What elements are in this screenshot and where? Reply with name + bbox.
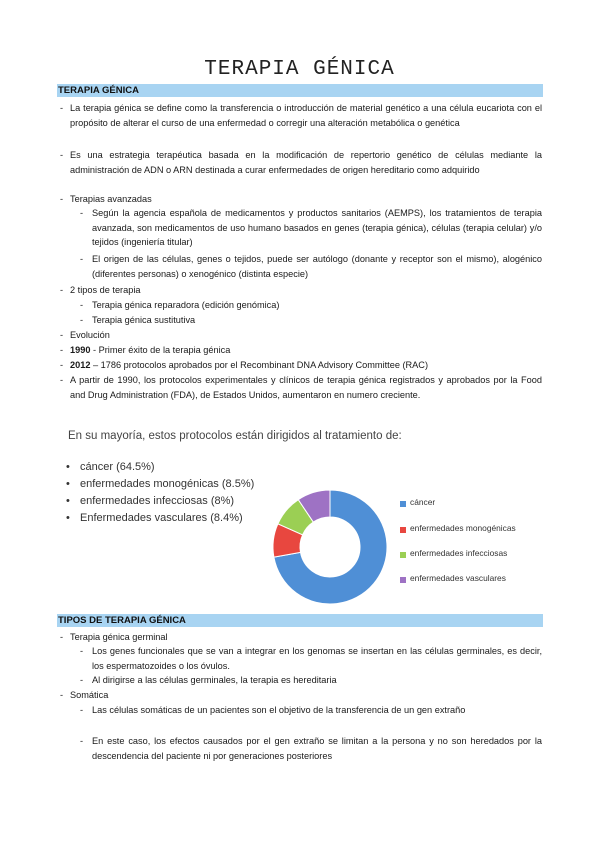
bullet-dash: - <box>60 150 64 160</box>
page-title: TERAPIA GÉNICA <box>204 58 395 81</box>
legend-swatch <box>400 501 406 507</box>
item-sustitutiva: Terapia génica sustitutiva <box>92 315 196 325</box>
paragraph-germinal-hereditaria: Al dirigirse a las células germinales, la terapia es hereditaria <box>92 675 337 685</box>
item-tipos-terapia: 2 tipos de terapia <box>70 285 141 295</box>
paragraph-somatica-efectos: En este caso, los efectos causados por el gen extraño se limitan a la persona y no son heredados por la descendencia del paciente ni por generaciones posteriores <box>92 736 542 761</box>
paragraph-somatica-celulas: Las células somáticas de un pacientes son el objetivo de la transferencia de un gen extraño <box>92 705 466 715</box>
legend-swatch <box>400 527 406 533</box>
legend-label: enfermedades infecciosas <box>410 548 508 558</box>
text-1990: - Primer éxito de la terapia génica <box>90 345 231 355</box>
bullet-dot: • <box>66 478 70 490</box>
bullet-dash: - <box>60 103 64 113</box>
paragraph-germinal-genes: Los genes funcionales que se van a integrar en los genomas se insertan en las células germinales, es decir, los espermatozoides o los óvulos. <box>92 646 542 671</box>
figure-intro: En su mayoría, estos protocolos están dirigidos al tratamiento de: <box>68 430 402 442</box>
bullet-dash: - <box>80 736 84 746</box>
item-2012 <box>70 358 542 373</box>
bullet-dash: - <box>60 632 64 642</box>
paragraph-aemps: Según la agencia española de medicamentos y productos sanitarios (AEMPS), los tratamientos de terapia avanzada, son medicamentos de uso humano basados en genes (terapia génica), células (terapia celular) y/o tejidos (ingeniería titular) <box>92 208 542 247</box>
bullet-dash: - <box>60 330 64 340</box>
item-somatica: Somática <box>70 690 109 700</box>
bullet-dot: • <box>66 495 70 507</box>
bullet-dash: - <box>60 285 64 295</box>
donut-chart <box>265 485 395 610</box>
bullet-dash: - <box>60 690 64 700</box>
item-reparadora: Terapia génica reparadora (edición genómica) <box>92 300 280 310</box>
legend-label: enfermedades monogénicas <box>410 523 516 533</box>
bullet-dash: - <box>80 254 84 264</box>
legend-swatch <box>400 577 406 583</box>
section-heading-tipos: TIPOS DE TERAPIA GÉNICA <box>57 614 543 627</box>
bullet-dash: - <box>80 705 84 715</box>
item-terapias-avanzadas: Terapias avanzadas <box>70 194 152 204</box>
paragraph-fda: A partir de 1990, los protocolos experimentales y clínicos de terapia génica registrados y aprobados por la Food and Drug Administration (FDA), de Estados Unidos, aumentaron en numero creciente. <box>70 375 542 400</box>
bullet-dash: - <box>80 208 84 218</box>
year-1990: 1990 <box>70 345 91 355</box>
legend-label: enfermedades vasculares <box>410 573 506 583</box>
paragraph-estrategia: Es una estrategia terapéutica basada en la modificación de repertorio genético de células mediante la administración de ADN o ARN destinada a curar enfermedades de origen hereditario como adquirido <box>70 150 542 175</box>
bullet-dash: - <box>60 360 64 370</box>
bullet-dash: - <box>60 194 64 204</box>
item-evolucion: Evolución <box>70 330 110 340</box>
bullet-dot: • <box>66 461 70 473</box>
text-2012: – 1786 protocolos aprobados por el Recombinant DNA Advisory Committee (RAC) <box>90 360 428 370</box>
item-1990 <box>70 343 542 358</box>
bullet-dash: - <box>80 300 84 310</box>
section-heading-terapia: TERAPIA GÉNICA <box>57 84 543 97</box>
bullet-dash: - <box>80 315 84 325</box>
item-germinal: Terapia génica germinal <box>70 632 168 642</box>
legend-swatch <box>400 552 406 558</box>
bullet-dash: - <box>80 675 84 685</box>
paragraph-origen: El origen de las células, genes o tejidos, puede ser autólogo (donante y receptor son el mismo), alogénico (diferentes personas) o xenogénico (distinta especie) <box>92 254 542 279</box>
figure-bullet: • enfermedades infecciosas (8%) <box>66 495 235 507</box>
legend-label: cáncer <box>410 497 436 507</box>
figure-bullet: • cáncer (64.5%) <box>66 461 155 473</box>
bullet-dash: - <box>60 375 64 385</box>
bullet-dash: - <box>60 345 64 355</box>
figure-bullet: • Enfermedades vasculares (8.4%) <box>66 512 243 524</box>
paragraph-definicion: La terapia génica se define como la transferencia o introducción de material genético a una célula eucariota con el propósito de alterar el curso de una enfermedad o corregir una alteración metabólica o genética <box>70 103 542 128</box>
year-2012: 2012 <box>70 360 91 370</box>
figure-bullet: • enfermedades monogénicas (8.5%) <box>66 478 255 490</box>
bullet-dash: - <box>80 646 84 656</box>
bullet-dot: • <box>66 512 70 524</box>
